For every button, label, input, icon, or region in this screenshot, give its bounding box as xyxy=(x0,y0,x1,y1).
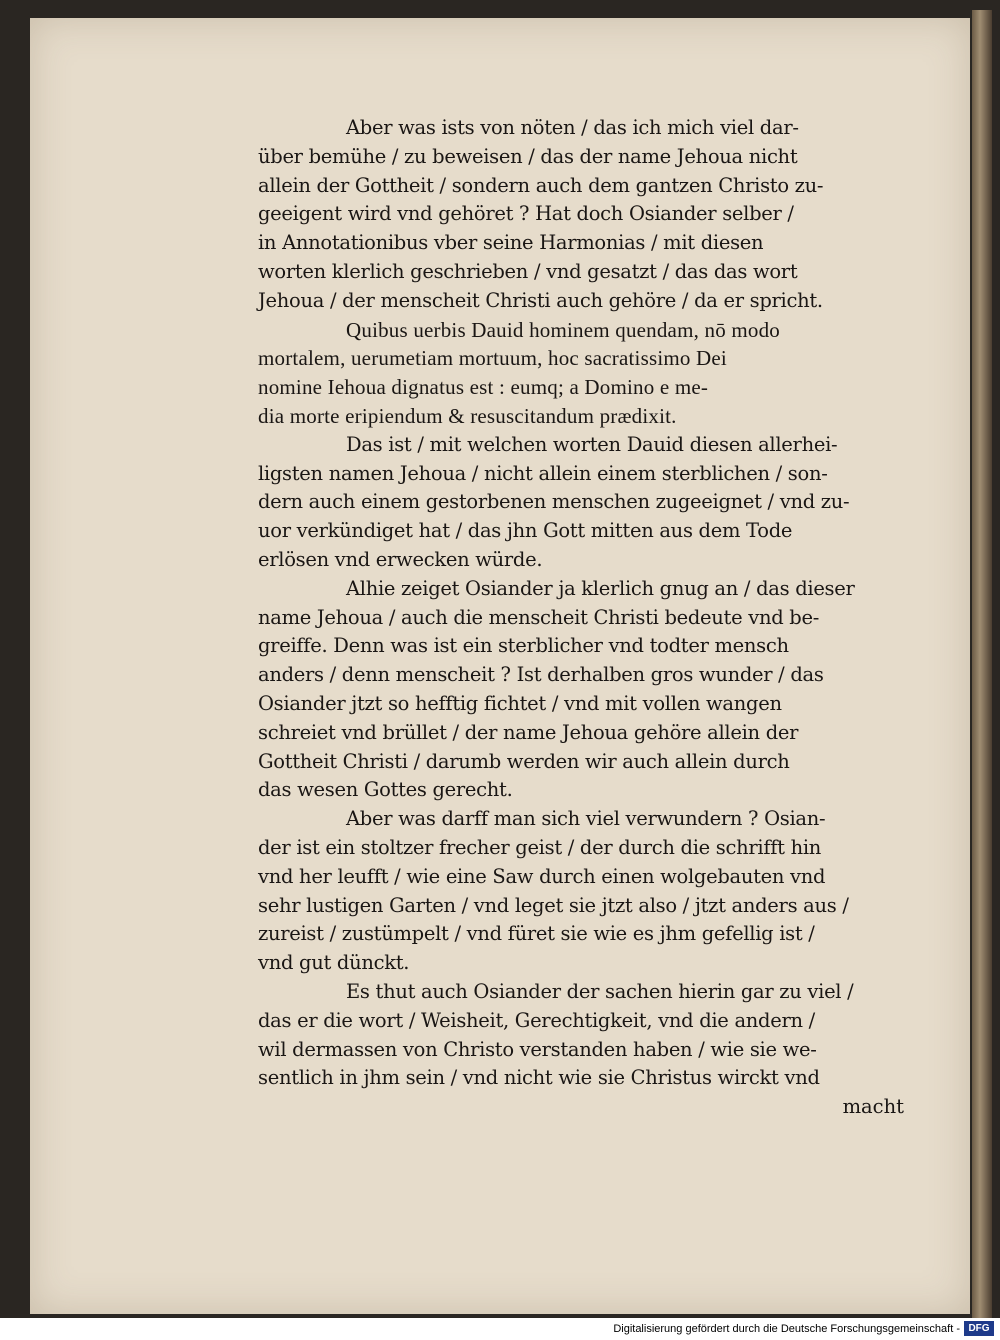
text-line: uor verkündiget hat / das jhn Gott mitten aus dem Tode xyxy=(258,519,793,543)
text-line: sentlich in jhm sein / vnd nicht wie sie Christus wirckt vnd xyxy=(258,1066,820,1090)
dfg-logo: DFG xyxy=(964,1321,994,1336)
text-line: dia morte eripiendum & resuscitandum prædixit. xyxy=(258,403,677,428)
text-line: Jehoua / der menscheit Christi auch gehöre / da er spricht. xyxy=(258,288,823,312)
paragraph-5 xyxy=(258,805,918,978)
text-line: Das ist / mit welchen worten Dauid diesen allerhei- xyxy=(346,432,838,456)
text-line: Es thut auch Osiander der sachen hierin gar zu viel / xyxy=(346,979,854,1003)
footer-credit: Digitalisierung gefördert durch die Deutsche Forschungsgemeinschaft - xyxy=(613,1323,960,1335)
text-line: nomine Iehoua dignatus est : eumq; a Domino e me- xyxy=(258,375,709,400)
text-line: in Annotationibus vber seine Harmonias / mit diesen xyxy=(258,231,764,255)
text-line: mortalem, uerumetiam mortuum, hoc sacratissimo Dei xyxy=(258,346,727,371)
text-line: sehr lustigen Garten / vnd leget sie jtzt also / jtzt anders aus / xyxy=(258,893,849,917)
text-line: zureist / zustümpelt / vnd füret sie wie es jhm gefellig ist / xyxy=(258,922,815,946)
paragraph-1 xyxy=(258,114,918,316)
paragraph-4 xyxy=(258,575,918,805)
text-line: name Jehoua / auch die menscheit Christi bedeute vnd be- xyxy=(258,605,819,629)
text-line: vnd gut dünckt. xyxy=(258,951,410,975)
page-edge xyxy=(972,10,992,1318)
text-line: wil dermassen von Christo verstanden haben / wie sie we- xyxy=(258,1037,817,1061)
text-line: Aber was darff man sich viel verwundern ? Osian- xyxy=(346,807,826,831)
text-line: greiffe. Denn was ist ein sterblicher vnd todter mensch xyxy=(258,634,789,658)
text-line: Osiander jtzt so hefftig fichtet / vnd mit vollen wangen xyxy=(258,691,782,715)
text-line: der ist ein stoltzer frecher geist / der durch die schrifft hin xyxy=(258,835,822,859)
text-line: erlösen vnd erwecken würde. xyxy=(258,547,543,571)
text-line: dern auch einem gestorbenen menschen zugeeignet / vnd zu- xyxy=(258,490,850,514)
text-line: worten klerlich geschrieben / vnd gesatzt / das das wort xyxy=(258,259,798,283)
paragraph-2-latin-quote xyxy=(258,316,918,431)
text-line: über bemühe / zu beweisen / das der name Jehoua nicht xyxy=(258,144,798,168)
paragraph-3 xyxy=(258,431,918,575)
paragraph-6 xyxy=(258,978,918,1093)
text-line: anders / denn menscheit ? Ist derhalben gros wunder / das xyxy=(258,663,824,687)
text-line: Gottheit Christi / darumb werden wir auch allein durch xyxy=(258,749,790,773)
text-line: Aber was ists von nöten / das ich mich viel dar- xyxy=(346,116,799,139)
catchword: macht xyxy=(842,1095,904,1119)
text-line: das wesen Gottes gerecht. xyxy=(258,778,513,802)
text-line: Alhie zeiget Osiander ja klerlich gnug an / das dieser xyxy=(346,576,855,600)
text-line: das er die wort / Weisheit, Gerechtigkeit, vnd die andern / xyxy=(258,1008,815,1032)
page-text xyxy=(258,114,918,1122)
text-line: Quibus uerbis Dauid hominem quendam, nō modo xyxy=(346,317,780,342)
text-line: ligsten namen Jehoua / nicht allein einem sterblichen / son- xyxy=(258,461,828,485)
text-line: schreiet vnd brüllet / der name Jehoua gehöre allein der xyxy=(258,720,799,744)
text-line: allein der Gottheit / sondern auch dem gantzen Christo zu- xyxy=(258,173,824,197)
text-line: vnd her leufft / wie eine Saw durch einen wolgebauten vnd xyxy=(258,864,826,888)
text-line: geeigent wird vnd gehöret ? Hat doch Osiander selber / xyxy=(258,202,794,226)
